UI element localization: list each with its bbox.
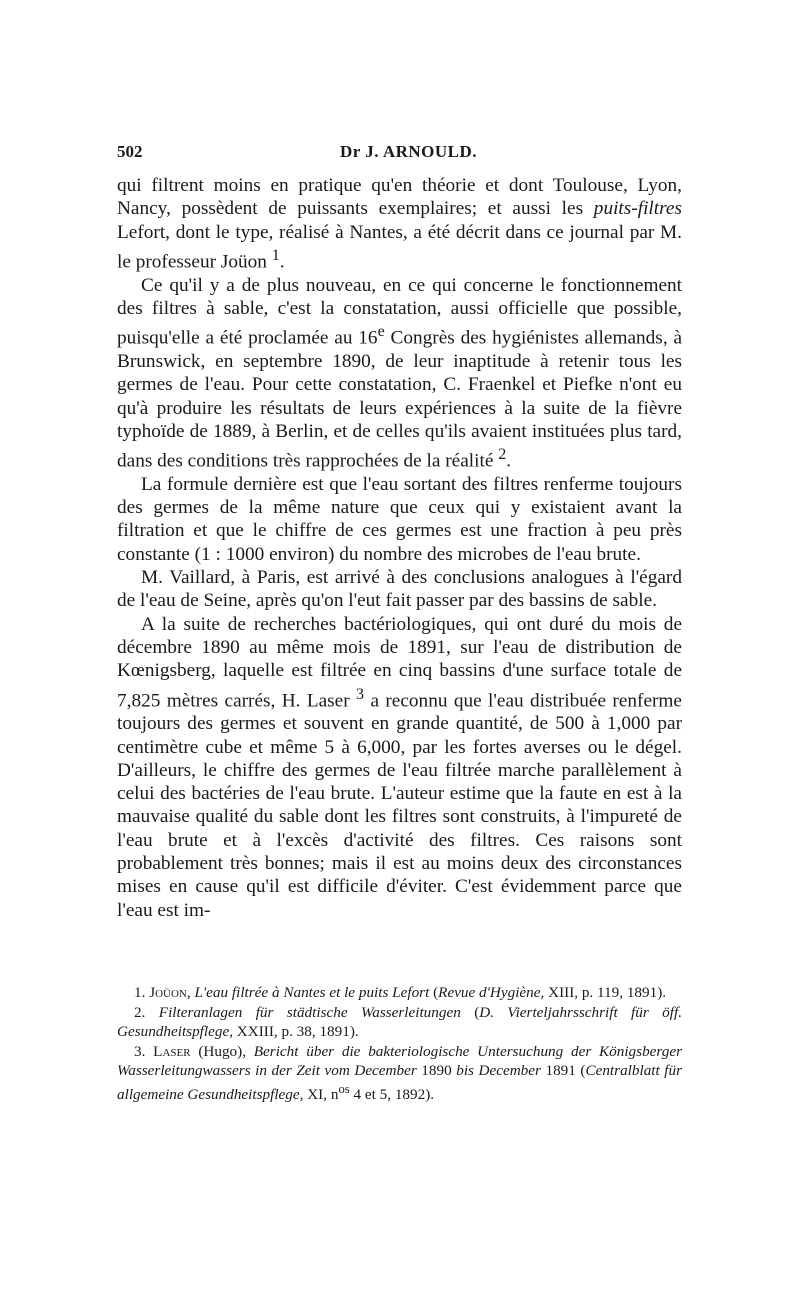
italic-term: puits-filtres: [593, 198, 682, 220]
paragraph-2: Ce qu'il y a de plus nouveau, en ce qui concerne le fonctionnement des filtres à sable, c'est la constatation, aussi officielle que possible, puisqu'elle a été proclamée au 16e Congrès des hygiénistes allemands, à Brunswick, en septembre 1890, de leur inaptitude à retenir tous les germes de l'eau. Pour cette constatation, C. Fraenkel et Piefke n'ont eu qu'à produire les résultats de leurs expériences à la suite de la fièvre typhoïde de 1889, à Berlin, et de celles qu'ils avaient instituées plus tard, dans des conditions très rapprochées de la réalité $^2$.: [117, 274, 682, 472]
footnote-1: 1. Joüon, L'eau filtrée à Nantes et le puits Lefort (Revue d'Hygiène, XIII, p. 119, 1891).: [134, 984, 667, 1001]
paragraph-3: La formule dernière est que l'eau sortant des filtres renferme toujours des germes de la même nature que ceux qui y existaient avant la filtration et que le chiffre de ces germes est une fraction à peu près constante (1 : 1000 environ) du nombre des microbes de l'eau brute.: [117, 473, 682, 565]
footnote-3: 3. Laser (Hugo), Bericht über die bakteriologische Untersuchung der Königsberger Wasserleitungwassers in der Zeit vom December 1890 bis December 1891 (Centralblatt für allgemeine Gesundheitspflege, XI, $n^{os}$ 4 et 5, 1892).: [117, 1043, 682, 1104]
footnote-ref-3: 3: [356, 685, 365, 703]
body-text: [117, 174, 682, 922]
paragraph-5: A la suite de recherches bactériologiques, qui ont duré du mois de décembre 1890 au même mois de 1891, sur l'eau de distribution de Kœnigsberg, laquelle est filtrée en cinq bassins d'une surface totale de 7,825 mètres carrés, H. Laser $^3$ a reconnu que l'eau distribuée renferme toujours des germes et souvent en grande quantité, de 500 à 1,000 par centimètre cube et même 5 à 6,000, par les fortes averses ou le dégel. D'ailleurs, le chiffre des germes de l'eau filtrée marche parallèlement à celui des bactéries de l'eau brute. L'auteur estime que la faute en est à la mauvaise qualité du sable dont les filtres sont construits, à l'impureté de l'eau brute et à l'excès d'activité des filtres. Ces raisons sont probablement très bonnes; mais il est au moins deux des circonstances mises en cause qu'il est difficile d'éviter. C'est évidemment parce que l'eau est im-: [117, 613, 682, 921]
paragraph-1: qui filtrent moins en pratique qu'en théorie et dont Toulouse, Lyon, Nancy, possèdent de puissants exemplaires; et aussi les puits-filtres Lefort, dont le type, réalisé à Nantes, a été décrit dans ce journal par M. le professeur Joüon $^1$.: [117, 175, 682, 273]
paragraph-4: M. Vaillard, à Paris, est arrivé à des conclusions analogues à l'égard de l'eau de Seine, après qu'on l'eut fait passer par des bassins de sable.: [117, 567, 682, 612]
page-number: 502: [117, 142, 143, 161]
footnote-ref-1: 1: [271, 246, 280, 264]
footnote-2: 2. Filteranlagen für städtische Wasserleitungen (D. Vierteljahrsschrift für öff. Gesundheitspflege, XXIII, p. 38, 1891).: [117, 1004, 683, 1040]
footnote-ref-2: 2: [498, 446, 507, 464]
footnotes: [117, 983, 682, 1105]
running-head: Dr J. ARNOULD.: [340, 142, 478, 161]
page-header: [117, 142, 682, 166]
